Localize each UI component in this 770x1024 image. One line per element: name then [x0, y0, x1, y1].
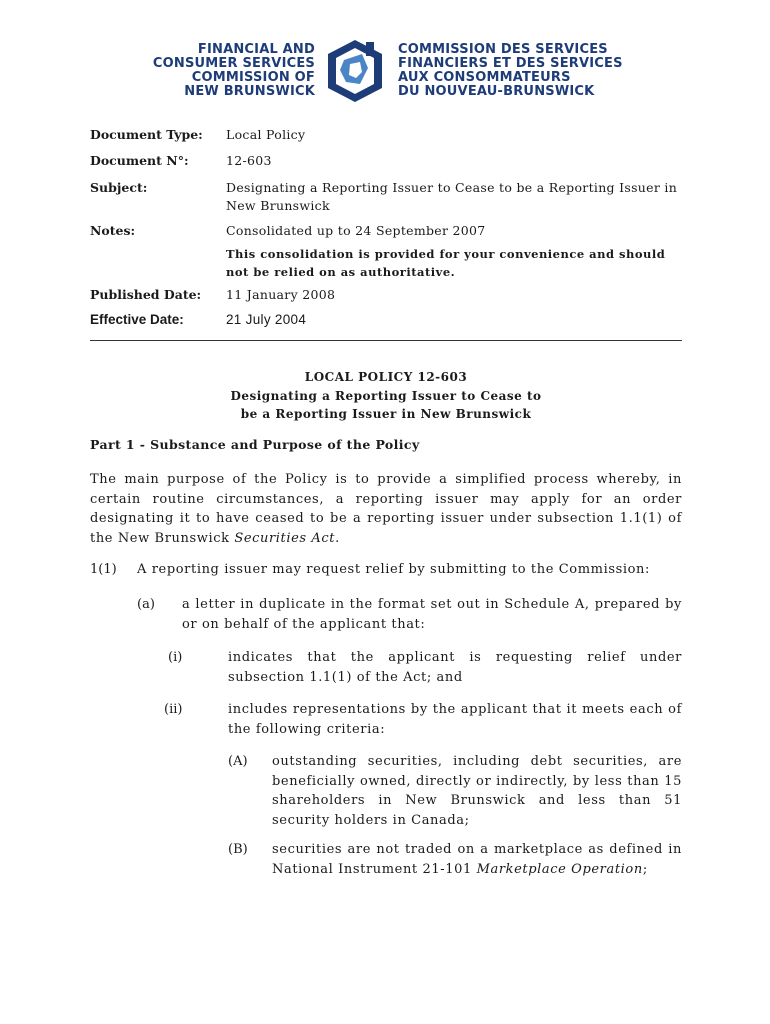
subclause-number: (i) [168, 650, 183, 665]
logo-en-line: FINANCIAL AND [197, 42, 315, 57]
subclause-text: includes representations by the applicant that it meets each of the following criteria: [228, 702, 682, 737]
title-line: Designating a Reporting Issuer to Cease to [230, 388, 542, 403]
document-metadata [90, 126, 682, 333]
title-line: LOCAL POLICY 12-603 [304, 370, 468, 384]
logo-en-line: NEW BRUNSWICK [184, 84, 315, 99]
effective-row [90, 311, 682, 333]
published-row [90, 286, 682, 311]
effective-value: 21 July 2004 [226, 312, 307, 327]
intro-text: The main purpose of the Policy is to provide a simplified process whereby, in certain routine circumstances, a reporting issuer may apply for an order designating it to have ceased to be a reporting issuer under subsection 1.1(1) of the New Brunswick [90, 472, 682, 546]
published-value: 11 January 2008 [226, 287, 336, 302]
doc-number-value: 12-603 [226, 153, 272, 168]
published-label: Published Date: [90, 287, 202, 302]
clause-text: a letter in duplicate in the format set out in Schedule A, prepared by or on behalf of the applicant that: [182, 597, 682, 632]
section-number: 1(1) [90, 562, 117, 577]
title-line: be a Reporting Issuer in New Brunswick [240, 407, 532, 421]
notes-row [90, 222, 682, 245]
header-logo [0, 38, 770, 110]
item-text: outstanding securities, including debt securities, are beneficially owned, directly or indirectly, by less than 15 shareholders in New Brunswick and less than 51 security holders in Canada; [272, 754, 682, 828]
logo-fr-line: DU NOUVEAU-BRUNSWICK [398, 84, 595, 99]
item-number: (B) [228, 842, 248, 857]
logo-fr-line: COMMISSION DES SERVICES [398, 42, 608, 57]
horizontal-divider [90, 340, 682, 341]
intro-italic: Securities Act [234, 530, 336, 546]
subject-value: Designating a Reporting Issuer to Cease to be a Reporting Issuer in New Brunswick [226, 180, 678, 213]
logo-french-text [398, 43, 623, 99]
logo-fr-line: AUX CONSOMMATEURS [398, 70, 571, 85]
doc-type-row [90, 126, 682, 152]
fcnb-emblem-icon [322, 38, 388, 104]
item-b-text: securities are not traded on a marketplace as defined in National Instrument 21-101 [272, 842, 682, 877]
item-b-end: ; [642, 861, 648, 877]
item-text [272, 840, 682, 879]
doc-number-row [90, 152, 682, 179]
item-number: (A) [228, 754, 248, 769]
section-text: A reporting issuer may request relief by submitting to the Commission: [137, 562, 651, 577]
subject-row [90, 179, 682, 222]
notes-disclaimer-row [90, 245, 682, 286]
doc-type-label: Document Type: [90, 127, 203, 142]
subject-label: Subject: [90, 180, 148, 195]
subclause-number: (ii) [164, 702, 183, 717]
part-1-heading: Part 1 - Substance and Purpose of the Policy [90, 437, 420, 452]
notes-label: Notes: [90, 223, 136, 238]
notes-disclaimer: This consolidation is provided for your convenience and should not be relied on as authoritative. [226, 247, 666, 279]
intro-end: . [335, 530, 340, 546]
policy-title [90, 368, 682, 424]
item-b-italic: Marketplace Operation [476, 861, 643, 877]
doc-number-label: Document N°: [90, 153, 189, 168]
logo-fr-line: FINANCIERS ET DES SERVICES [398, 56, 623, 71]
logo-en-line: CONSUMER SERVICES [152, 56, 315, 71]
effective-label: Effective Date: [90, 312, 184, 327]
notes-value: Consolidated up to 24 September 2007 [226, 223, 486, 238]
clause-number: (a) [137, 597, 155, 612]
intro-paragraph [90, 470, 682, 548]
doc-type-value: Local Policy [226, 127, 306, 142]
logo-en-line: COMMISSION OF [191, 70, 315, 85]
subclause-text: indicates that the applicant is requesting relief under subsection 1.1(1) of the Act; and [228, 650, 682, 685]
logo-english-text [153, 43, 315, 99]
